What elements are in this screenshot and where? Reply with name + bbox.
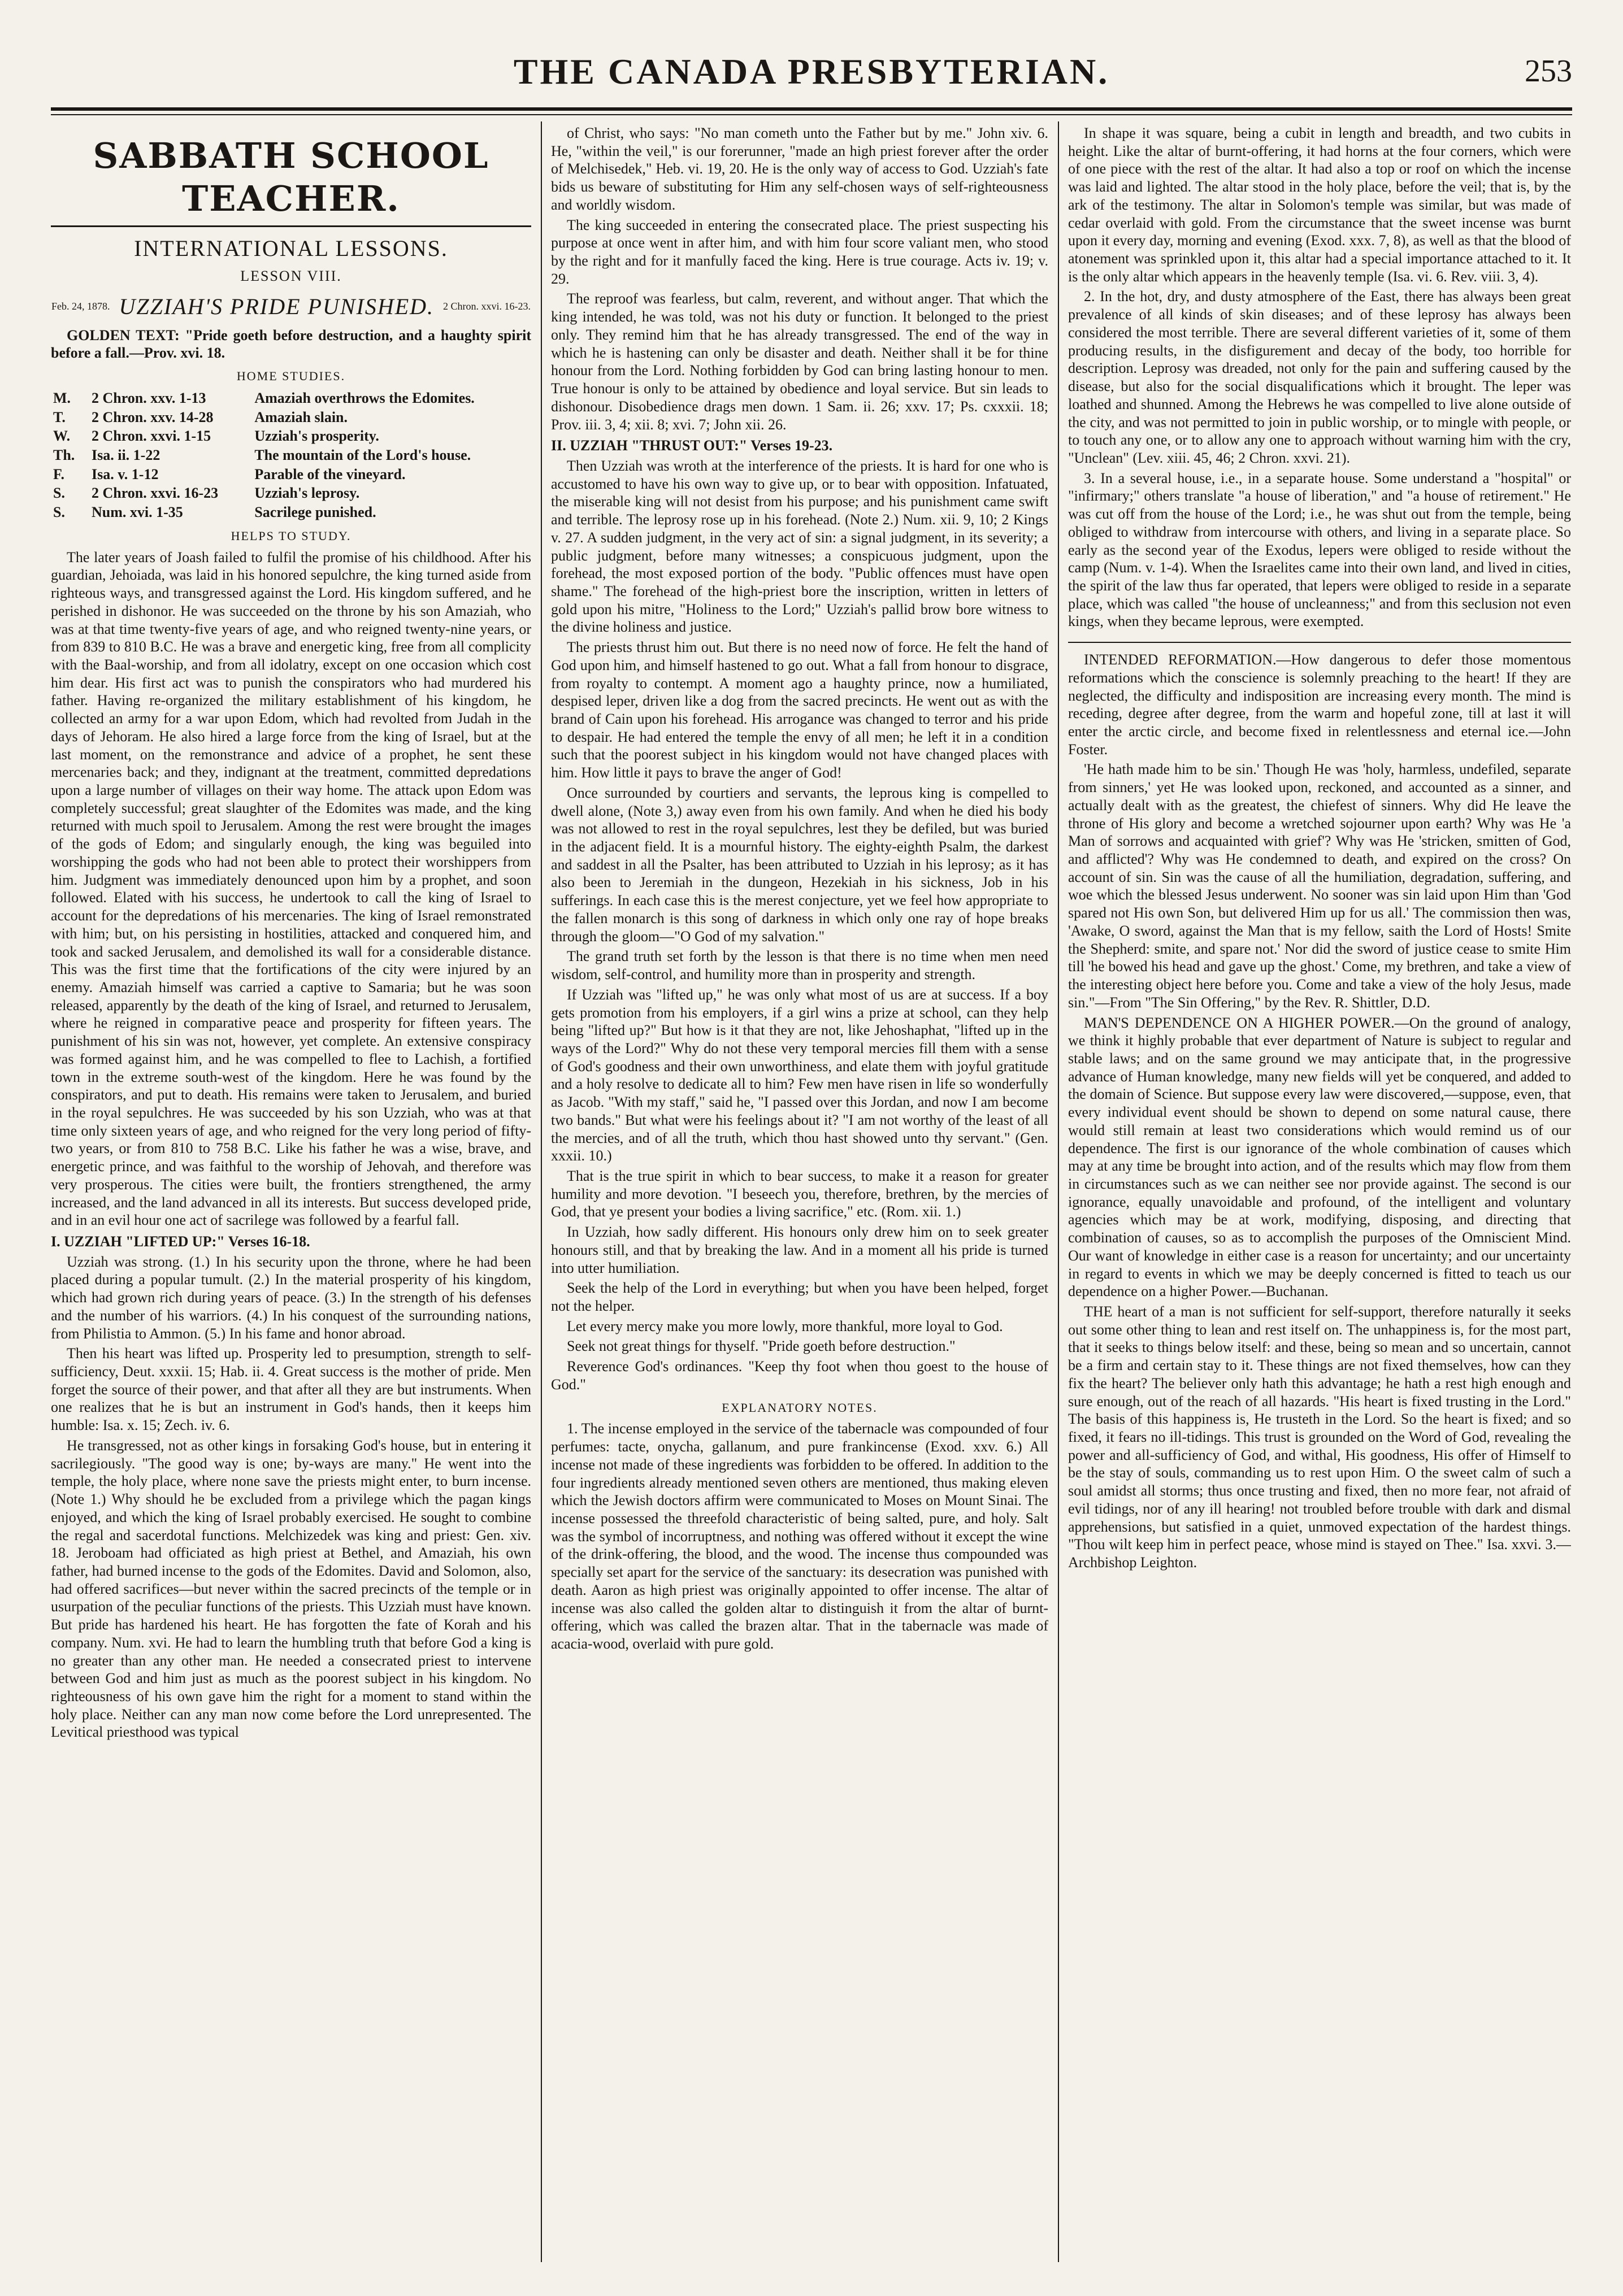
header-rule-thick: [51, 107, 1572, 111]
miscellany-paragraph: THE heart of a man is not sufficient for self-support, therefore naturally it seeks out some other thing to lean and rest itself on. The unhappiness is, for the most part, that it seeks to things below itself: and these, being so mean and so uncertain, cannot be a firm and certain stay to it. These things are not fixed themselves, how can they fix the heart? The believer only hath this advantage; he hath a rest high enough and sure enough, out of the reach of all hazards. "His heart is fixed trusting in the Lord." The basis of this happiness is, He trusteth in the Lord. So the heart is fixed; and so fixed, it fears no ill-tidings. This trust is grounded on the Word of God, revealing the power and all-sufficiency of God, and withal, His goodness, His offer of Himself to be the stay of souls, commanding us to rest upon Him. O the sweet calm of such a soul amidst all storms; thus once trusting and fixed, then no more fear, not afraid of evil tidings, nor of any ill hearing! not troubled before trouble with dark and dismal apprehensions, but satisfied in a quiet, unmoved expectation of the hardest things. "Thou wilt keep him in perfect peace, whose mind is stayed on Thee." Isa. xxvi. 3.—Archbishop Leighton.: [1068, 1303, 1571, 1571]
home-study-ref: 2 Chron. xxv. 14-28: [92, 408, 214, 425]
home-study-day: T.: [53, 408, 66, 425]
home-study-row: [51, 446, 531, 465]
home-study-ref: Num. xvi. 1-35: [92, 504, 183, 521]
home-study-ref: 2 Chron. xxvi. 16-23: [92, 485, 219, 502]
lesson-number: LESSON VIII.: [240, 268, 342, 285]
explanatory-note: 3. In a several house, i.e., in a separate house. Some understand a "hospital" or "infirmary;" others translate "a house of liberation," and "a house of retirement." He was cut off from the house of the Lord; i.e., he was shut out from the temple, being obliged to withdraw from intercourse with others, and living in a separate place. So early as the second year of the Exodus, lepers were obliged to reside without the camp (Num. v. 1-4). When the Israelites came into their own land, and lived in cities, the spirit of the law thus far operated, that lepers were obliged to reside in a separate place, which was called "the house of uncleanness;" and from this seclusion not even kings, when they became leprous, were exempted.: [1068, 469, 1571, 630]
explanatory-notes-heading: EXPLANATORY NOTES.: [722, 1400, 878, 1415]
section-one-heading: I. UZZIAH "LIFTED UP:" Verses 16-18.: [51, 1233, 310, 1250]
explanatory-note: 1. The incense employed in the service of the tabernacle was compounded of four perfumes: tacte, onycha, gallanum, and pure frankincense (Exod. xxv. 6.) All incense not made of these ingredients was forbidden to be offered. In addition to the four ingredients already mentioned seven others are mentioned, thus making eleven which the Jewish doctors affirm were communicated to Moses on Mount Sinai. The incense possessed the threefold characteristic of being salted, pure, and holy. Salt was the symbol of incorruptness, and nothing was offered without it except the wine of the drink-offering, the blood, and the wood. The incense thus compounded was specially set apart for the service of the sanctuary: its desecration was punished with death. Aaron as high priest was originally appointed to offer incense. The altar of incense was also called the golden altar to distinguish it from the altar of burnt-offering, which was called the brazen altar. That in the tabernacle was made of acacia-wood, overlaid with pure gold.: [551, 1420, 1048, 1653]
header-rule-thin: [51, 114, 1572, 115]
lesson-date: Feb. 24, 1878.: [51, 301, 110, 312]
home-study-day: Th.: [53, 446, 75, 463]
lesson-heading: [51, 293, 531, 321]
body-paragraph: The king succeeded in entering the consecrated place. The priest suspecting his purpose at once went in after him, and with him four score valiant men, who stood by the right and for it manfully faced the king. Here is true courage. Acts iv. 19; v. 29.: [551, 216, 1048, 287]
body-paragraph: Uzziah was strong. (1.) In his security upon the throne, where he had been placed during a popular tumult. (2.) In the material prosperity of his kingdom, which had grown rich during years of peace. (3.) In the strength of his defenses and the number of his warriors. (4.) In his conquest of the surrounding nations, from Philistia to Ammon. (5.) In his fame and honor abroad.: [51, 1253, 531, 1342]
column-3: [1068, 124, 1571, 2262]
section-two-heading: II. UZZIAH "THRUST OUT:" Verses 19-23.: [551, 437, 833, 454]
lesson-title: UZZIAH'S PRIDE PUNISHED.: [119, 293, 435, 319]
section-two-body: [551, 457, 1048, 1394]
body-paragraph: The later years of Joash failed to fulfil the promise of his childhood. After his guardian, Jehoiada, was laid in his honored sepulchre, the king turned aside from righteous ways, and transgressed against the Lord. His kingdom suffered, and he perished in dishonor. He was succeeded on the throne by his son Amaziah, who was at that time twenty-five years of age, and who reigned twenty-nine years, or from 839 to 810 B.C. He was a brave and energetic king, free from all complicity with the Baal-worship, and from all idolatry, except on one occasion which cost him dear. His first act was to punish the conspirators who had murdered his father. Having re-organized the military establishment of his kingdom, he collected an army for a war upon Edom, which had revolted from Judah in the days of Jehoram. He also hired a large force from the king of Israel, but at the last moment, on the remonstrance and advice of a prophet, he sent these mercenaries back; and they, indignant at the treatment, committed depredations upon a large number of villages on their way home. The attack upon Edom was completely successful; great slaughter of the Edomites was made, and the king returned with much spoil to Jerusalem. Among the rest were brought the images of the gods of Edom; and singularly enough, the king was beguiled into worshipping the gods who had not been able to protect their worshippers from him. Judgment was immediately denounced upon him by a prophet, and soon followed. Elated with his success, he undertook to call the king of Israel to account for the depredations of his mercenaries. The king of Israel remonstrated with him; but, on his persisting in hostilities, attacked and conquered him, and took and sacked Jerusalem, and demolished its wall for a considerable distance. This was the first time that the fortifications of the city were injured by an enemy. Amaziah himself was carried a captive to Samaria; but he was soon released, apparently by the death of the king of Israel, and returned to Jerusalem, where he reigned in comparative peace and prosperity for fifteen years. The punishment of his sin was not, however, yet complete. An extensive conspiracy was formed against him, and he was compelled to flee to Lachish, a fortified town in the extreme south-west of the kingdom. Here he was found by the conspirators, and put to death. His remains were taken to Jerusalem, and buried in the royal sepulchres. He was succeeded by his son Uzziah, who was at that time only sixteen years of age, and who reigned for the very long period of fifty-two years, or from 810 to 758 B.C. Like his father he was a wise, brave, and energetic prince, and was faithful to the worship of Jehovah, and therefore was very prosperous. The cities were built, the frontiers strengthened, the army increased, and the land advanced in all its interests. But success developed pride, and in an evil hour one act of sacrilege was followed by a fearful fall.: [51, 549, 531, 1229]
column-2-paragraphs: [551, 124, 1048, 433]
home-studies-heading: HOME STUDIES.: [236, 369, 346, 383]
body-paragraph: The grand truth set forth by the lesson is that there is no time when men need wisdom, self-control, and humility more than in prosperity and strength.: [551, 948, 1048, 983]
home-study-text: Uzziah's prosperity.: [254, 428, 379, 445]
page-number: 253: [1525, 54, 1572, 89]
masthead: [51, 40, 1572, 107]
golden-text-body: "Pride goeth before destruction, and a haughty spirit before a fall.—Prov. xvi. 18.: [51, 327, 531, 362]
explanatory-note: In shape it was square, being a cubit in length and breadth, and two cubits in height. Like the altar of burnt-offering, it had horns at the four corners, which were of one piece with the rest of the altar. It had also a top or roof on which the incense was laid and lighted. The altar stood in the holy place, before the veil; that is, by the ark of the testimony. The altar in Solomon's temple was similar, but was made of cedar overlaid with gold. From the circumstance that the sweet incense was burnt upon it every day, morning and evening (Exod. xxx. 7, 8), as well as that the blood of atonement was sprinkled upon it, this altar had a special importance attached to it. It is the only altar which appears in the heavenly temple (Isa. vi. 6. Rev. viii. 3, 4).: [1068, 125, 1571, 285]
explanatory-note: 2. In the hot, dry, and dusty atmosphere of the East, there has always been great prevalence of all kinds of skin diseases; and of these leprosy has always been considered the most terrible. There are several different varieties of it, some of them producing results, in the disfigurement and decay of the body, too horrible for description. Leprosy was dreaded, not only for the pain and suffering caused by the disease, but also for the social disqualifications which it brought. The leper was loathed and shunned. Among the Hebrews he was compelled to live alone outside of the city, and was not permitted to join in public worship, or to mingle with people, or to touch any one, or to allow any one to approach without warning him with the cry, "Unclean" (Lev. xiii. 45, 46; 2 Chron. xxvi. 21).: [1068, 288, 1571, 466]
section-title: INTERNATIONAL LESSONS.: [134, 236, 448, 262]
home-study-row: [51, 408, 531, 427]
body-paragraph: Then Uzziah was wroth at the interference of the priests. It is hard for one who is accustomed to have his own way to give up, or to bear with opposition. Infatuated, the miserable king will not desist from his purpose; and his punishment came swift and terrible. The leprosy rose up in his forehead. (Note 2.) Num. xii. 9, 10; 2 Kings v. 27. A sudden judgment, in the very act of sin: a signal judgment, in its severity; a public judgment, before many witnesses; a conspicuous judgment, upon the forehead, the most exposed portion of the body. "Public offences must have open shame." The forehead of the high-priest bore the inscription, written in letters of gold upon his mitre, "Holiness to the Lord;" Uzziah's pallid brow bore witness to the divine holiness and justice.: [551, 457, 1048, 636]
section-divider: [1068, 642, 1571, 643]
home-study-row: [51, 389, 531, 408]
body-paragraph: of Christ, who says: "No man cometh unto the Father but by me." John xiv. 6. He, "within the veil," is our forerunner, "made an high priest forever after the order of Melchisedek," Heb. vi. 19, 20. He is the only way of access to God. Uzziah's fate bids us beware of substituting for Him any self-chosen ways of self-righteousness and worldly wisdom.: [551, 125, 1048, 213]
notes-continued: [1068, 124, 1571, 630]
home-study-text: Uzziah's leprosy.: [254, 485, 360, 502]
home-study-ref: Isa. ii. 1-22: [92, 446, 160, 463]
home-study-row: [51, 484, 531, 503]
column-divider-1: [541, 121, 542, 2262]
home-study-row: [51, 503, 531, 522]
column-divider-2: [1058, 121, 1059, 2262]
body-paragraph: Once surrounded by courtiers and servants, the leprous king is compelled to dwell alone, (Note 3,) away even from his own family. And when he died his body was not allowed to rest in the royal sepulchres, lest they be defiled, but was buried in the adjacent field. It is a mournful history. The eighty-eighth Psalm, the darkest and saddest in all the Psalter, has been attributed to Uzziah in his leprosy; as it has also been to Jeremiah in the dungeon, Hezekiah in his sickness, Job in his sufferings. In each case this is the merest conjecture, yet we feel how appropriate to the fallen monarch is this song of darkness in which only one ray of hope breaks through the gloom—"O God of my salvation.": [551, 784, 1048, 945]
body-paragraph: Seek the help of the Lord in everything; but when you have been helped, forget not the helper.: [551, 1280, 1048, 1314]
home-study-text: The mountain of the Lord's house.: [254, 446, 471, 463]
golden-text-label: GOLDEN TEXT:: [67, 327, 180, 343]
body-paragraph: The reproof was fearless, but calm, reverent, and without anger. That which the king intended, he was told, was not his duty or function. It belonged to the priest only. They remind him that he has already transgressed. The end of the way in which he is hastening can only be disaster and death. Neither shall it be for thine honour from the Lord. Nothing forbidden by God can bring lasting honour to men. True honour is only to be attained by obedience and loyal service. But sin leads to dishonour. Disobedience drags men down. 1 Sam. ii. 26; xxv. 17; Ps. cxxxii. 18; Prov. iii. 3, 4; xii. 8; xvi. 7; John xii. 26.: [551, 290, 1048, 433]
miscellany-paragraph: INTENDED REFORMATION.—How dangerous to defer those momentous reformations which the conscience is solemnly preaching to the heart! If they are neglected, the difficulty and indisposition are increasing every month. The mind is receding, degree after degree, from the warm and hopeful zone, till at last it will enter the arctic circle, and become fixed in relentlessness and eternal ice.—John Foster.: [1068, 651, 1571, 758]
section-one-body: [51, 1253, 531, 1741]
home-study-day: M.: [53, 389, 71, 406]
body-paragraph: That is the true spirit in which to bear success, to make it a reason for greater humility and more devotion. "I beseech you, therefore, brethren, by the mercies of God, that ye present your bodies a living sacrifice," etc. (Rom. xii. 1.): [551, 1167, 1048, 1220]
home-studies-table: [51, 389, 531, 522]
miscellany-paragraph: 'He hath made him to be sin.' Though He was 'holy, harmless, undefiled, separate from sinners,' yet He was looked upon, reckoned, and accounted as a sinner, and actually dealt with as the greatest, the chiefest of sinners. Why did He leave the throne of His glory and become a wretched sojourner upon earth? Why was He 'a Man of sorrows and acquainted with grief'? Why was He 'stricken, smitten of God, and afflicted'? Why was He condemned to death, and expired on the cross? On account of sin. Sin was the cause of all the humiliation, degradation, suffering, and woe which the blessed Jesus underwent. No sooner was sin laid upon Him than 'God spared not His own Son, but delivered Him up for us all.' The commission then was, 'Awake, O sword, against the Man that is my fellow, saith the Lord of Hosts! Smite the Shepherd: smite, and spare not.' Nor did the sword of justice cease to smite Him till 'he bowed his head and gave up the ghost.' Come, my brethren, and take a view of the interesting object here before you. Come and take a view of the holy Jesus, made sin."—From "The Sin Offering," by the Rev. R. Shittler, D.D.: [1068, 761, 1571, 1011]
home-study-text: Sacrilege punished.: [254, 504, 376, 521]
body-paragraph: Seek not great things for thyself. "Pride goeth before destruction.": [567, 1338, 956, 1355]
miscellany: [1068, 651, 1571, 1572]
body-paragraph: In Uzziah, how sadly different. His honours only drew him on to seek greater honours still, and that by breaking the law. And in a moment all his pride is turned into utter humiliation.: [551, 1224, 1048, 1276]
column-2: [551, 124, 1048, 2262]
home-study-day: S.: [53, 504, 65, 521]
home-study-day: W.: [53, 428, 71, 445]
body-paragraph: He transgressed, not as other kings in forsaking God's house, but in entering it sacrilegiously. "The good way is one; by-ways are many." He went into the temple, the holy place, where none save the priests might enter, to burn incense. (Note 1.) Why should he be excluded from a privilege which the pagan kings enjoyed, and which the king of Israel probably exercised. He sought to combine the regal and sacerdotal functions. Melchizedek was king and priest: Gen. xiv. 18. Jeroboam had officiated as high priest at Bethel, and Amaziah, his own father, had burned incense to the gods of the Edomites. David and Solomon, also, had offered sacrifices—but never within the sacred precincts of the temple or in usurpation of the peculiar functions of the priests. This Uzziah must have known. But pride has hardened his heart. He has forgotten the fate of Korah and his company. Num. xvi. He had to learn the humbling truth that before God a king is no greater than any other man. He needed a consecrated priest to intervene between God and him just as much as the poorest subject in his kingdom. No righteousness of his own gave him the right for a moment to stand within the holy place. Neither can any man now come before the Lord unrepresented. The Levitical priesthood was typical: [51, 1437, 531, 1741]
column-1: [51, 124, 531, 2262]
body-paragraph: Then his heart was lifted up. Prosperity led to presumption, strength to self-sufficiency, Deut. xxxii. 15; Hab. ii. 4. Great success is the mother of pride. Men forget the source of their power, and that after all they are but instruments. When one realizes that he is but an instrument in God's hands, then it keeps him humble: Isa. x. 15; Zech. iv. 6.: [51, 1345, 531, 1434]
home-study-row: [51, 427, 531, 446]
helps-heading: HELPS TO STUDY.: [231, 528, 351, 543]
miscellany-paragraph: MAN'S DEPENDENCE ON A HIGHER POWER.—On the ground of analogy, we think it highly probable that ever department of Nature is subject to regular and stable laws; and on the same ground we may anticipate that, in the progressive advance of Human knowledge, many new fields will yet be conquered, and added to the domain of Science. But suppose every law were discovered,—suppose, even, that every individual event should be shown to depend on some natural cause, there would still remain at least two considerations which would remind us of our dependence. The first is our ignorance of the whole combination of causes which may at any time be brought into action, and of the results which may flow from them in circumstances such as we can neither see nor provide against. The second is our ignorance, equally unavoidable and profound, of the intelligent and voluntary agencies which may be at work, modifying, disposing, and directing that combination of causes, so as to accomplish the purposes of the Omniscient Mind. Our want of knowledge in either case is a reason for uncertainty; and our uncertainty in regard to events in which we may be deeply concerned is fitted to teach us our dependence on a higher Power.—Buchanan.: [1068, 1014, 1571, 1300]
newspaper-title: THE CANADA PRESBYTERIAN.: [513, 51, 1110, 92]
home-study-text: Amaziah slain.: [254, 408, 348, 425]
body-paragraph: The priests thrust him out. But there is no need now of force. He felt the hand of God upon him, and himself hastened to go out. What a fall from honour to disgrace, from royalty to contempt. A moment ago a haughty prince, now a humiliated, despised leper, driven like a dog from the sacred precincts. He went out as with the brand of Cain upon his forehead. His arrogance was changed to terror and his pride to despair. He had entered the temple the envy of all men; he left it in a condition such that the poorest subject in his kingdom would not have changed places with him. How little it pays to brave the anger of God!: [551, 639, 1048, 781]
home-study-ref: Isa. v. 1-12: [92, 466, 159, 482]
body-paragraph: If Uzziah was "lifted up," he was only what most of us are at success. If a boy gets promotion from his employers, if a girl wins a prize at school, can they help being "lifted up?" But how is it that they are not, like Jehoshaphat, "lifted up in the ways of the Lord?" Why do not these very temporal mercies fill them with a sense of God's goodness and their own unworthiness, and elate them with joyful gratitude and a holy resolve to dedicate all to him? Few men have risen in life so wonderfully as Jacob. "With my staff," said he, "I passed over this Jordan, and now I am become two bands." But what were his feelings about it? "I am not worthy of the least of all the mercies, and of all the truth, which thou hast showed unto thy servant." (Gen. xxxii. 10.): [551, 986, 1048, 1164]
body-paragraph: Let every mercy make you more lowly, more thankful, more loyal to God.: [567, 1317, 1003, 1334]
home-study-ref: 2 Chron. xxvi. 1-15: [92, 428, 211, 445]
department-title: SABBATH SCHOOL TEACHER.: [51, 124, 531, 227]
home-study-day: S.: [53, 485, 65, 502]
golden-text: [51, 327, 531, 362]
helps-paragraphs: [51, 549, 531, 1229]
lesson-reference: 2 Chron. xxvi. 16-23.: [443, 301, 531, 312]
home-study-text: Parable of the vineyard.: [254, 466, 406, 482]
home-study-text: Amaziah overthrows the Edomites.: [254, 389, 475, 406]
home-study-row: [51, 465, 531, 484]
home-study-ref: 2 Chron. xxv. 1-13: [92, 389, 206, 406]
home-study-day: F.: [53, 466, 64, 482]
body-paragraph: Reverence God's ordinances. "Keep thy foot when thou goest to the house of God.": [551, 1358, 1048, 1393]
explanatory-notes: [551, 1420, 1048, 1653]
